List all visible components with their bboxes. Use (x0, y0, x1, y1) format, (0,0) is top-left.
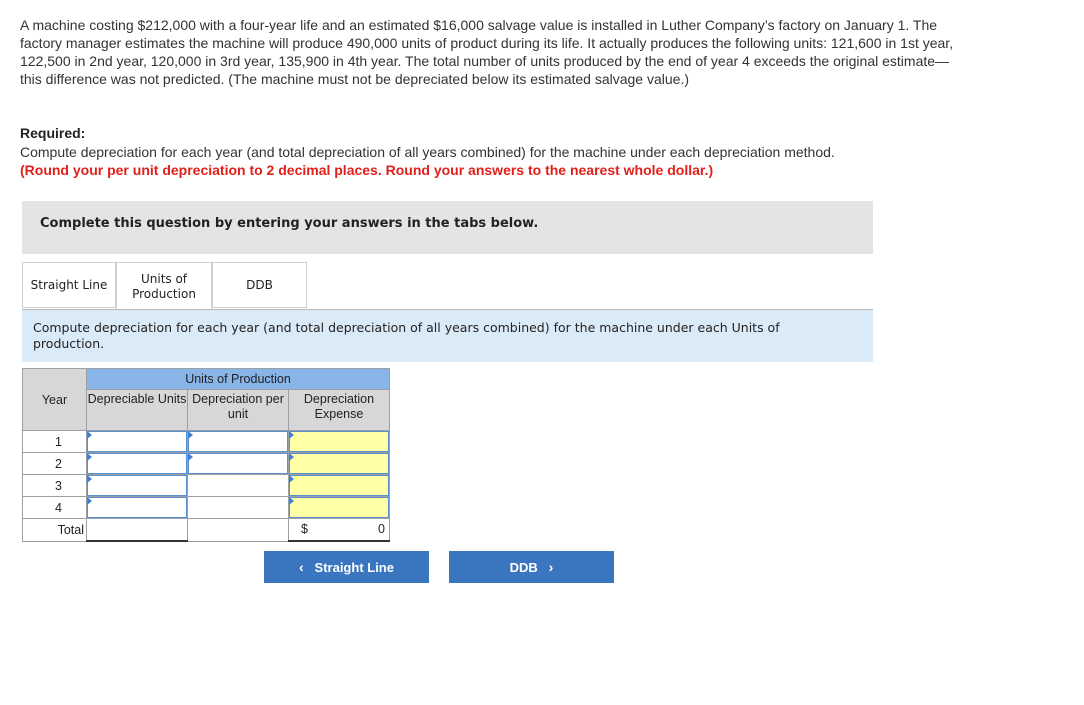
required-heading: Required: (20, 125, 86, 141)
depreciable-units-header: Depreciable Units (87, 390, 188, 431)
tab-straight-line[interactable] (22, 262, 116, 308)
input-marker-icon (289, 453, 294, 461)
instructions-banner-text: Complete this question by entering your answers in the tabs below. (40, 216, 539, 231)
problem-statement: A machine costing $212,000 with a four-year life and an estimated $16,000 salvage value is installed in Luther Company’s factory on January 1. The factory manager estimates the machine will produce 490,000 units of product during its life. It actually produces the following units: 121,600 in 1st year, 122,500 in 2nd year, 120,000 in 3rd year, 135,900 in 4th year. The total number of units produced by the end of year 4 exceeds the original estimate—this difference was not predicted. (The machine must not be depreciated below its estimated salvage value.) (20, 17, 954, 87)
depreciation-expense-input[interactable] (289, 453, 389, 474)
instructions-banner (22, 201, 873, 254)
input-marker-icon (289, 431, 294, 439)
depreciation-expense-input[interactable] (289, 431, 389, 452)
per-unit-input[interactable] (188, 453, 288, 474)
next-button-label: DDB (509, 559, 538, 575)
chevron-left-icon: ‹ (299, 559, 304, 575)
chevron-right-icon: › (548, 559, 554, 575)
total-row (23, 519, 390, 542)
year-cell: 4 (23, 497, 87, 519)
tab-label: Units of Production (132, 271, 196, 301)
per-unit-input[interactable] (188, 431, 288, 452)
input-marker-icon (87, 453, 92, 461)
input-marker-icon (289, 475, 294, 483)
input-marker-icon (87, 475, 92, 483)
depreciable-units-input[interactable] (87, 475, 187, 496)
depreciation-expense-header: Depreciation Expense (289, 390, 390, 431)
table-row (23, 453, 390, 475)
depreciation-per-unit-header: Depreciation per unit (188, 390, 289, 431)
input-marker-icon (87, 497, 92, 505)
next-ddb-button[interactable] (449, 551, 614, 583)
year-cell: 3 (23, 475, 87, 497)
tab-instruction-text: Compute depreciation for each year (and total depreciation of all years combined) for the machine under each Units of production. (33, 320, 780, 351)
input-marker-icon (188, 431, 193, 439)
table-row (23, 431, 390, 453)
tab-ddb[interactable] (212, 262, 307, 308)
total-expense-value: 0 (378, 522, 385, 536)
tab-label: DDB (246, 277, 273, 292)
rounding-note: (Round your per unit depreciation to 2 decimal places. Round your answers to the nearest whole dollar.) (20, 162, 714, 178)
tab-units-of-production[interactable] (116, 262, 212, 310)
year-cell: 1 (23, 431, 87, 453)
depreciable-units-input[interactable] (87, 453, 187, 474)
units-of-production-table (22, 368, 390, 542)
year-cell: 2 (23, 453, 87, 475)
total-label: Total (23, 519, 87, 542)
prev-straight-line-button[interactable] (264, 551, 429, 583)
input-marker-icon (188, 453, 193, 461)
prev-button-label: Straight Line (314, 559, 394, 575)
depreciable-units-input[interactable] (87, 431, 187, 452)
empty-cell (188, 475, 289, 497)
total-units-cell (87, 519, 188, 542)
depreciation-expense-input[interactable] (289, 497, 389, 518)
currency-symbol: $ (301, 522, 308, 536)
depreciable-units-input[interactable] (87, 497, 187, 518)
depreciation-expense-input[interactable] (289, 475, 389, 496)
empty-cell (188, 519, 289, 542)
input-marker-icon (87, 431, 92, 439)
group-header: Units of Production (87, 369, 390, 390)
table-row (23, 475, 390, 497)
table-row (23, 497, 390, 519)
total-expense-cell (289, 519, 390, 542)
year-header: Year (23, 369, 87, 431)
tab-instruction-panel (22, 310, 873, 362)
input-marker-icon (289, 497, 294, 505)
empty-cell (188, 497, 289, 519)
required-text: Compute depreciation for each year (and total depreciation of all years combined) for the machine under each depreciation method. (20, 144, 835, 160)
tab-label: Straight Line (30, 277, 108, 292)
